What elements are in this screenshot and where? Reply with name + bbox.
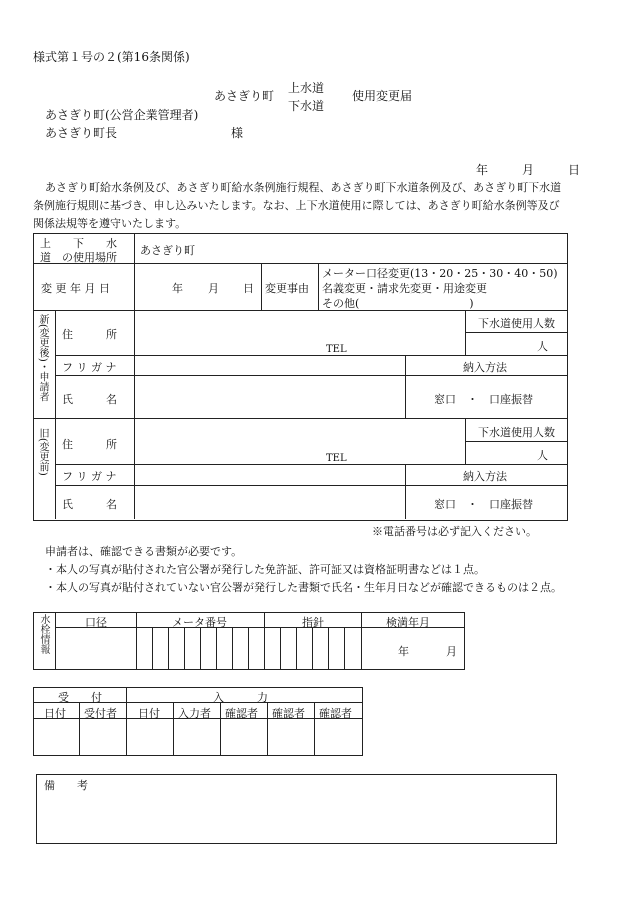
change-month: 月 (208, 282, 219, 295)
meter-col-diameter: 口径 (85, 616, 107, 629)
meter-side-label: 水栓情報 (38, 614, 49, 654)
old-tel-label: TEL (326, 453, 347, 464)
office-col-date-1: 日付 (44, 707, 66, 720)
meter-col-inspection: 検満年月 (386, 616, 430, 629)
new-sewer-users-label: 下水道使用人数 (478, 317, 555, 330)
use-place-label-2: 道 の使用場所 (40, 251, 117, 264)
office-col-checker-2: 確認者 (272, 707, 305, 720)
use-place-value: あさぎり町 (140, 244, 195, 257)
change-date-label: 変 更 年 月 日 (41, 282, 110, 295)
town-name: あさぎり町 (214, 89, 275, 103)
new-furigana-label: フ リ ガ ナ (62, 361, 117, 374)
inspection-month: 月 (446, 645, 457, 658)
old-name-label: 氏 名 (62, 498, 117, 511)
new-name-label: 氏 名 (62, 393, 117, 406)
sewer-label: 下水道 (288, 99, 325, 113)
date-day: 日 (568, 163, 581, 177)
date-month: 月 (522, 163, 535, 177)
intro-line-2: 条例施行規則に基づき、申し込みいたします。なお、上下水道使用に際しては、あさぎり町給水条例等及び (33, 199, 560, 212)
new-applicant-label: 新(変更後)・申請者 (37, 314, 48, 402)
office-received-header: 受 付 (58, 691, 102, 704)
reason-name-change: 名義変更・請求先変更・用途変更 (322, 282, 487, 295)
tel-note: ※電話番号は必ず記入ください。 (372, 525, 537, 538)
document-bullet-1: ・本人の写真が貼付された官公署が発行した免許証、許可証又は資格証明書などは１点。 (45, 563, 485, 576)
inspection-year: 年 (398, 645, 409, 658)
office-input-header: 入 力 (213, 691, 268, 704)
change-day: 日 (243, 282, 254, 295)
honorific: 様 (231, 126, 244, 140)
addressee-mayor: あさぎり町長 (45, 126, 118, 140)
intro-line-3: 関係法規等を遵守いたします。 (33, 217, 187, 230)
old-person-unit: 人 (537, 449, 548, 462)
addressee-manager: あさぎり町(公営企業管理者) (45, 108, 199, 122)
new-payment-options: 窓口 ・ 口座振替 (434, 393, 533, 406)
office-col-checker-1: 確認者 (225, 707, 258, 720)
old-sewer-users-label: 下水道使用人数 (478, 426, 555, 439)
remarks-label: 備 考 (44, 779, 88, 792)
new-person-unit: 人 (537, 340, 548, 353)
old-payment-label: 納入方法 (463, 470, 507, 483)
form-title: 使用変更届 (352, 89, 413, 103)
office-col-date-2: 日付 (138, 707, 160, 720)
old-furigana-label: フ リ ガ ナ (62, 470, 117, 483)
date-year: 年 (476, 163, 489, 177)
meter-col-reading: 指針 (302, 616, 324, 629)
intro-line-1: あさぎり町給水条例及び、あさぎり町給水条例施行規程、あさぎり町下水道条例及び、あさぎり町下水道 (45, 181, 562, 194)
old-address-label: 住 所 (62, 438, 117, 451)
water-supply-label: 上水道 (288, 81, 325, 95)
use-place-label-1: 上 下 水 (40, 237, 117, 250)
old-applicant-label: 旧(変更前) (37, 428, 48, 476)
new-tel-label: TEL (326, 344, 347, 355)
new-address-label: 住 所 (62, 328, 117, 341)
office-col-receiver: 受付者 (84, 707, 117, 720)
reason-other: その他( ) (322, 297, 474, 310)
document-bullet-2: ・本人の写真が貼付されていない官公署が発行した書類で氏名・生年月日などが確認できるものは２点。 (45, 581, 562, 594)
form-number: 様式第１号の２(第16条関係) (33, 50, 190, 64)
new-payment-label: 納入方法 (463, 361, 507, 374)
meter-col-number: メータ番号 (172, 616, 227, 629)
remarks-box (36, 774, 557, 844)
document-required-note: 申請者は、確認できる書類が必要です。 (45, 545, 243, 558)
old-payment-options: 窓口 ・ 口座振替 (434, 498, 533, 511)
office-col-checker-3: 確認者 (319, 707, 352, 720)
office-col-inputter: 入力者 (178, 707, 211, 720)
change-year: 年 (172, 282, 183, 295)
reason-label: 変更事由 (265, 282, 309, 295)
reason-meter-diameter: メーター口径変更(13・20・25・30・40・50) (322, 267, 558, 280)
